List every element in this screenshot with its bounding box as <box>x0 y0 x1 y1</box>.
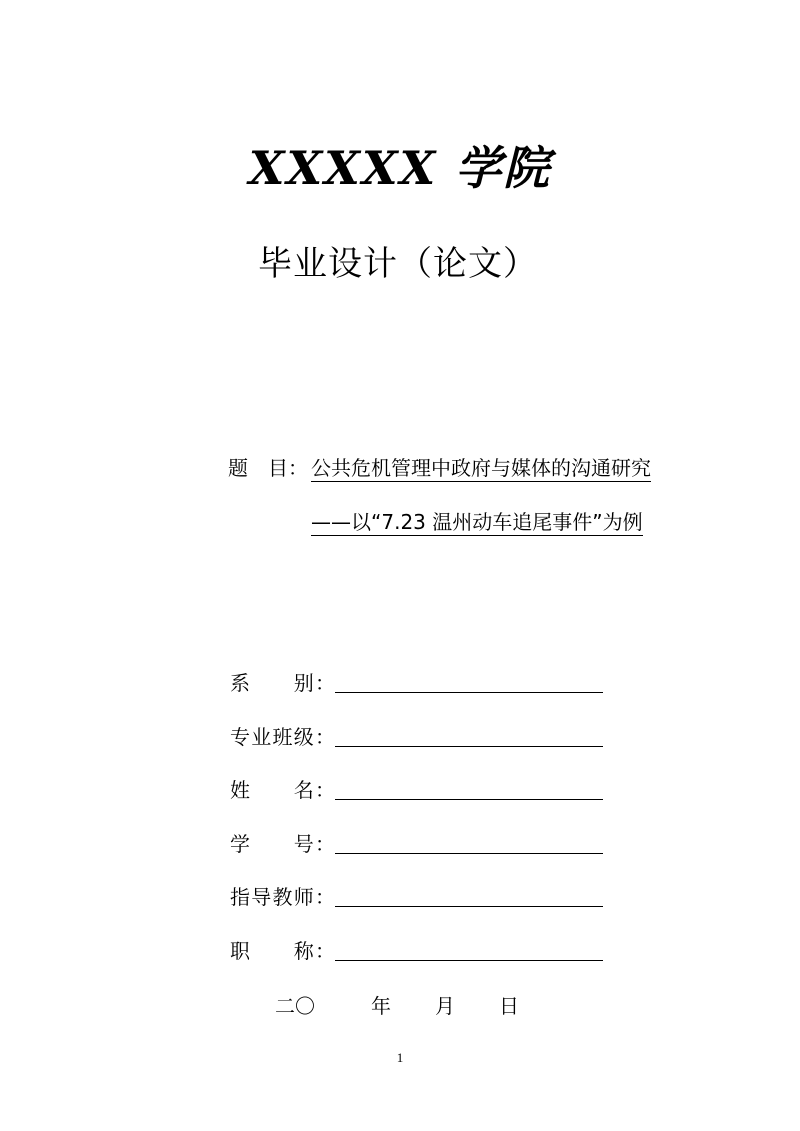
field-label: 姓 名： <box>230 778 335 802</box>
field-advisor <box>230 884 603 909</box>
field-label: 学 号： <box>230 832 335 856</box>
advisor-input-line[interactable] <box>335 884 603 907</box>
field-name <box>230 777 603 802</box>
field-title-rank <box>230 938 603 963</box>
field-label: 系 别： <box>230 671 335 695</box>
field-major-class <box>230 724 603 749</box>
thesis-title-line1: 公共危机管理中政府与媒体的沟通研究 <box>311 456 651 480</box>
thesis-subtitle-row <box>311 506 643 535</box>
thesis-title-row <box>228 452 651 481</box>
date-year-prefix: 二〇 <box>275 994 315 1018</box>
field-department <box>230 670 603 695</box>
document-type: 毕业设计（论文） <box>258 244 538 284</box>
thesis-title-line2: ——以“7.23 温州动车追尾事件”为例 <box>311 510 643 534</box>
field-label: 专业班级： <box>230 725 335 749</box>
date-line <box>275 990 519 1019</box>
date-month: 月 <box>435 994 455 1018</box>
title-rank-input-line[interactable] <box>335 938 603 961</box>
title-label: 题 目： <box>228 456 308 480</box>
date-day: 日 <box>499 994 519 1018</box>
name-input-line[interactable] <box>335 777 603 800</box>
major-class-input-line[interactable] <box>335 724 603 747</box>
field-student-id <box>230 831 603 856</box>
student-id-input-line[interactable] <box>335 831 603 854</box>
field-label: 职 称： <box>230 939 335 963</box>
date-year: 年 <box>371 994 391 1018</box>
page-number: 1 <box>396 1050 404 1065</box>
field-label: 指导教师： <box>230 885 335 909</box>
school-name: XXXXX 学院 <box>248 141 552 195</box>
department-input-line[interactable] <box>335 670 603 693</box>
